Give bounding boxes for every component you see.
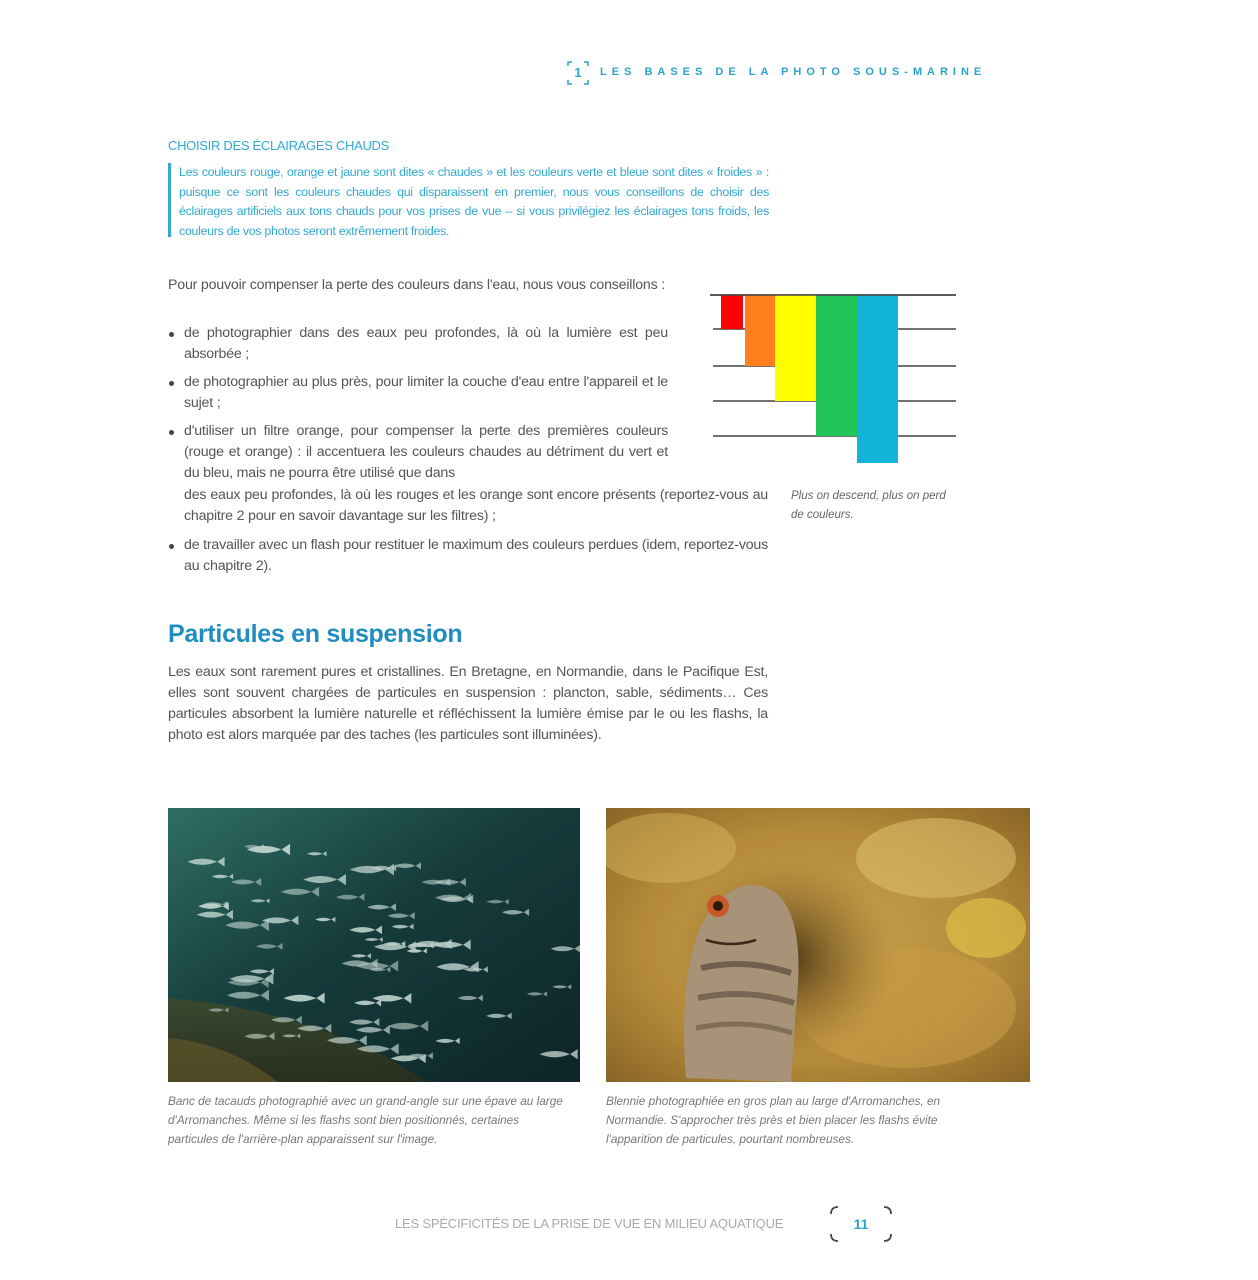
chart-bar-rouge — [721, 295, 743, 329]
tip-accent-bar — [168, 163, 171, 237]
color-depth-chart — [710, 286, 960, 471]
chart-bar-bleu — [857, 295, 898, 463]
bullet-orange-filter-continued: des eaux peu profondes, là où les rouges et les orange sont encore présents (reportez-vous au chapitre 2 pour en savoir davantage sur les filtres) ; — [184, 487, 768, 524]
tip-title: CHOISIR DES ÉCLAIRAGES CHAUDS — [168, 138, 390, 153]
bullet-orange-filter: d'utiliser un filtre orange, pour compenser la perte des premières couleurs (rouge et orange) : il accentuera les couleurs chaudes au détriment du vert et du bleu, mais ne pourra être utilisé que dans — [184, 423, 668, 481]
fish-school-photo — [168, 808, 580, 1082]
fish-photo-caption: Banc de tacauds photographié avec un grand-angle sur une épave au large d'Arromanches. Même si les flashs sont bien positionnés, certaines particules de l'arrière-plan apparaissent sur l'image. — [168, 1094, 563, 1146]
bullet-dot — [169, 430, 174, 435]
chart-caption: Plus on descend, plus on perd de couleurs. — [791, 490, 946, 521]
bullet-close-range: de photographier au plus près, pour limiter la couche d'eau entre l'appareil et le sujet ; — [184, 374, 668, 411]
tip-body: Les couleurs rouge, orange et jaune sont dites « chaudes » et les couleurs verte et bleue sont dites « froides » : puisque ce sont les couleurs chaudes qui disparaissent en premier, nous vous conseillons de choisir des éclairages artificiels aux tons chauds pour vos prises de vue – si vous privilégiez les éclairages tons froids, les couleurs de vos photos seront extrêmement froides. — [179, 165, 769, 238]
bullet-dot — [169, 544, 174, 549]
page-number: 11 — [853, 1216, 869, 1232]
running-header: LES BASES DE LA PHOTO SOUS-MARINE — [600, 66, 987, 78]
section-title: Particules en suspension — [168, 620, 463, 648]
footer-running-title: LES SPÉCIFICITÉS DE LA PRISE DE VUE EN MILIEU AQUATIQUE — [395, 1216, 784, 1231]
chart-bar-orange — [745, 295, 775, 366]
chart-bar-vert — [816, 295, 857, 436]
bullet-shallow-water: de photographier dans des eaux peu profondes, là où la lumière est peu absorbée ; — [184, 325, 668, 362]
chart-bar-jaune — [775, 295, 816, 401]
bullet-flash: de travailler avec un flash pour restituer le maximum des couleurs perdues (idem, reportez-vous au chapitre 2). — [184, 537, 768, 574]
intro-paragraph: Pour pouvoir compenser la perte des couleurs dans l'eau, nous vous conseillons : — [168, 277, 665, 293]
chapter-number: 1 — [574, 65, 582, 80]
section-body: Les eaux sont rarement pures et cristallines. En Bretagne, en Normandie, dans le Pacifique Est, elles sont souvent chargées de particules en suspension : plancton, sable, sédiments… Ces particules absorbent la lumière naturelle et réfléchissent la lumière émise par le ou les flashs, la photo est alors marquée par des taches (les particules sont illuminées). — [168, 664, 768, 743]
blenny-photo — [606, 808, 1030, 1082]
bullet-dot — [169, 381, 174, 386]
bullet-dot — [169, 332, 174, 337]
blenny-photo-caption: Blennie photographiée en gros plan au large d'Arromanches, en Normandie. S'approcher très près et bien placer les flashs évite l'apparition de particules, pourtant nombreuses. — [606, 1094, 941, 1146]
